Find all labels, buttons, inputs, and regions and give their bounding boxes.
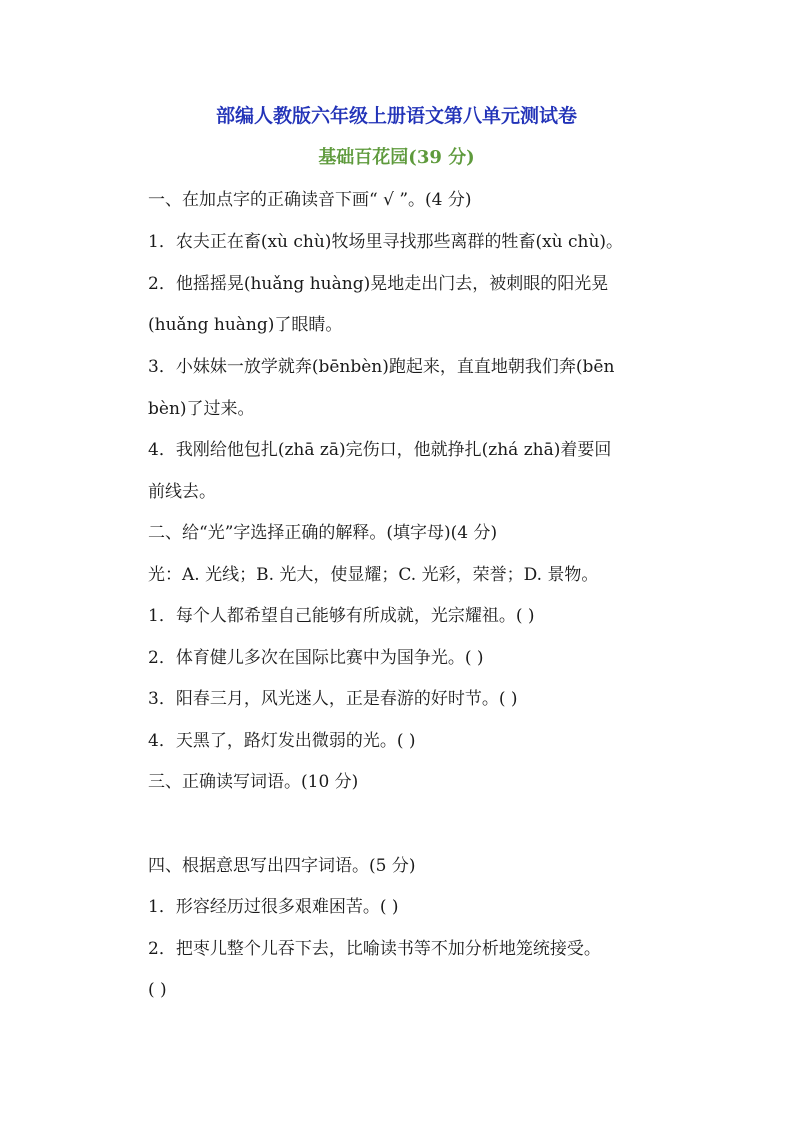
question-2-2: 2．体育健儿多次在国际比赛中为国争光。( ) (148, 648, 484, 668)
question-4-1: 1．形容经历过很多艰难困苦。( ) (148, 897, 399, 917)
question-1-3: 3．小妹妹一放学就奔(bēnbèn)跑起来，直直地朝我们奔(bēn (148, 357, 615, 377)
question-1-2: 2．他摇摇晃(huǎng huàng)晃地走出门去，被刺眼的阳光晃 (148, 274, 609, 294)
section-1-heading: 一、在加点字的正确读音下画“ √ ”。(4 分) (148, 190, 472, 210)
section-2-heading: 二、给“光”字选择正确的解释。(填字母)(4 分) (148, 523, 498, 543)
question-1-2-continued: (huǎng huàng)了眼睛。 (148, 315, 343, 335)
question-1-4-continued: 前线去。 (148, 482, 216, 502)
section-subtitle: 基础百花园(39 分) (318, 147, 475, 168)
definition-options: 光：A. 光线；B. 光大，使显耀；C. 光彩，荣誉；D. 景物。 (148, 565, 599, 585)
section-3-heading: 三、正确读写词语。(10 分) (148, 772, 359, 792)
question-4-2-answer-blank: ( ) (148, 980, 167, 1000)
question-1-1: 1．农夫正在畜(xù chù)牧场里寻找那些离群的牲畜(xù chù)。 (148, 232, 624, 252)
question-2-4: 4．天黑了，路灯发出微弱的光。( ) (148, 731, 416, 751)
question-1-3-continued: bèn)了过来。 (148, 399, 255, 419)
question-2-3: 3．阳春三月，风光迷人，正是春游的好时节。( ) (148, 689, 518, 709)
question-2-1: 1．每个人都希望自己能够有所成就，光宗耀祖。( ) (148, 606, 535, 626)
question-1-4: 4．我刚给他包扎(zhā zā)完伤口，他就挣扎(zhá zhā)着要回 (148, 440, 612, 460)
question-4-2: 2．把枣儿整个儿吞下去，比喻读书等不加分析地笼统接受。 (148, 939, 601, 959)
section-4-heading: 四、根据意思写出四字词语。(5 分) (148, 856, 416, 876)
document-title: 部编人教版六年级上册语文第八单元测试卷 (215, 105, 577, 127)
